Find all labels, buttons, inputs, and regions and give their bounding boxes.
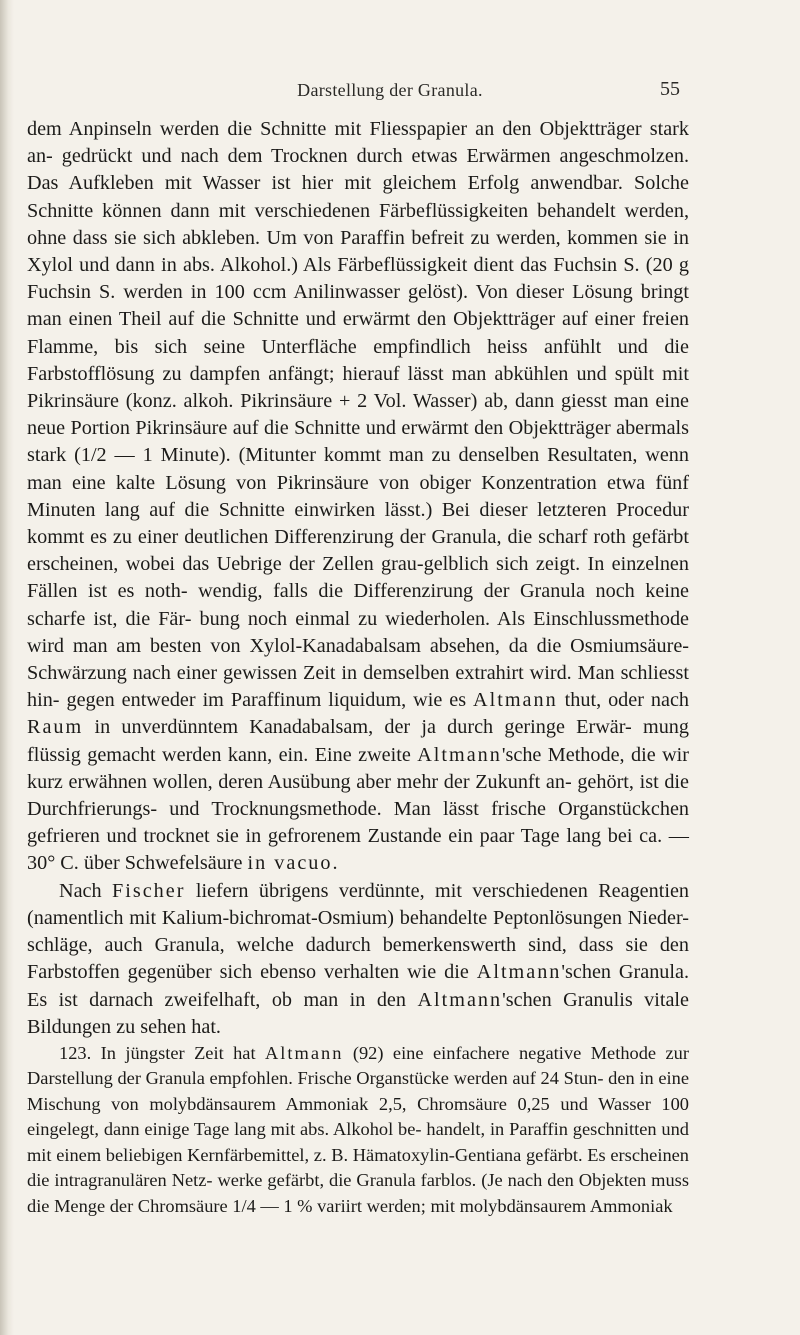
body-text	[27, 116, 689, 1219]
author-name: Altmann	[265, 1042, 344, 1063]
paragraph-staining-method: dem Anpinseln werden die Schnitte mit Fliesspapier an den Objektträger stark an- gedrückt und nach dem Trocknen durch etwas Erwärmen angeschmolzen. Das Aufkleben mit Wasser ist hier mit gleichem Erfolg anwendbar. Solche Schnitte können dann mit verschiedenen Färbeflüssigkeiten behandelt werden, ohne dass sie sich abkleben. Um von Paraffin befreit zu werden, kommen sie in Xylol und dann in abs. Alkohol.) Als Färbeflüssigkeit dient das Fuchsin S. (20 g Fuchsin S. werden in 100 ccm Anilinwasser gelöst). Von dieser Lösung bringt man einen Theil auf die Schnitte und erwärmt den Objektträger auf einer freien Flamme, bis sich seine Unterfläche empfindlich heiss anfühlt und die Farbstofflösung zu dampfen anfängt; hierauf lässt man abkühlen und spült mit Pikrinsäure (konz. alkoh. Pikrinsäure + 2 Vol. Wasser) ab, dann giesst man eine neue Portion Pikrinsäure auf die Schnitte und erwärmt den Objektträger abermals stark (1/2 — 1 Minute). (Mitunter kommt man zu denselben Resultaten, wenn man eine kalte Lösung von Pikrinsäure von obiger Konzentration etwa fünf Minuten lang auf die Schnitte einwirken lässt.) Bei dieser letzteren Procedur kommt es zu einer deutlichen Differenzirung der Granula, die scharf roth gefärbt erscheinen, wobei das Uebrige der Zellen grau-gelblich sich zeigt. In einzelnen Fällen ist es noth- wendig, falls die Differenzirung der Granula noch keine scharfe ist, die Fär- bung noch einmal zu wiederholen. Als Einschlussmethode wird man am besten von Xylol-Kanadabalsam absehen, da die Osmiumsäure-Schwärzung nach einer gewissen Zeit in demselben extrahirt wird. Man schliesst hin- gegen entweder im Paraffinum liquidum, wie es Altmann thut, oder nach Raum in unverdünntem Kanadabalsam, der ja durch geringe Erwär- mung flüssig gemacht werden kann, ein. Eine zweite Altmann'sche Methode, die wir kurz erwähnen wollen, deren Ausübung aber mehr der Zukunft an- gehört, ist die Durchfrierungs- und Trocknungsmethode. Man lässt frische Organstückchen gefrieren und trocknet sie in gefrorenem Zustande ein paar Tage lang bei ca. —30° C. über Schwefelsäure in vacuo.	[27, 118, 690, 875]
author-name: Altmann	[417, 988, 503, 1011]
paragraph-fischer: Nach Fischer liefern übrigens verdünnte, mit verschiedenen Reagentien (namentlich mit Kalium-bichromat-Osmium) behandelte Peptonlösungen Nieder- schläge, auch Granula, welche dadurch bemerkenswerth sind, dass sie den Farbstoffen gegenüber sich ebenso verhalten wie die Altmann'schen Granula. Es ist darnach zweifelhaft, ob man in den Altmann'schen Granulis vitale Bildungen zu sehen hat.	[27, 879, 689, 1038]
author-name: Raum	[27, 716, 84, 739]
author-name: Altmann	[476, 961, 562, 984]
author-name: Altmann	[417, 743, 502, 766]
paragraph-section-123: 123. In jüngster Zeit hat Altmann (92) eine einfachere negative Methode zur Darstellung der Granula empfohlen. Frische Organstücke werden auf 24 Stun- den in eine Mischung von molybdänsaurem Ammoniak 2,5, Chromsäure 0,25 und Wasser 100 eingelegt, dann einige Tage lang mit abs. Alkohol be- handelt, in Paraffin geschnitten und mit einem beliebigen Kernfärbemittel, z. B. Hämatoxylin-Gentiana gefärbt. Es erscheinen die intragranulären Netz- werke gefärbt, die Granula farblos. (Je nach den Objekten muss die Menge der Chromsäure 1/4 — 1 % variirt werden; mit molybdänsaurem Ammoniak	[27, 1042, 689, 1216]
emphasis-term: in vacuo	[247, 852, 333, 875]
running-title: Darstellung der Granula.	[297, 80, 483, 100]
author-name: Fischer	[112, 879, 186, 902]
author-name: Altmann	[473, 689, 558, 712]
page-number: 55	[660, 78, 680, 100]
